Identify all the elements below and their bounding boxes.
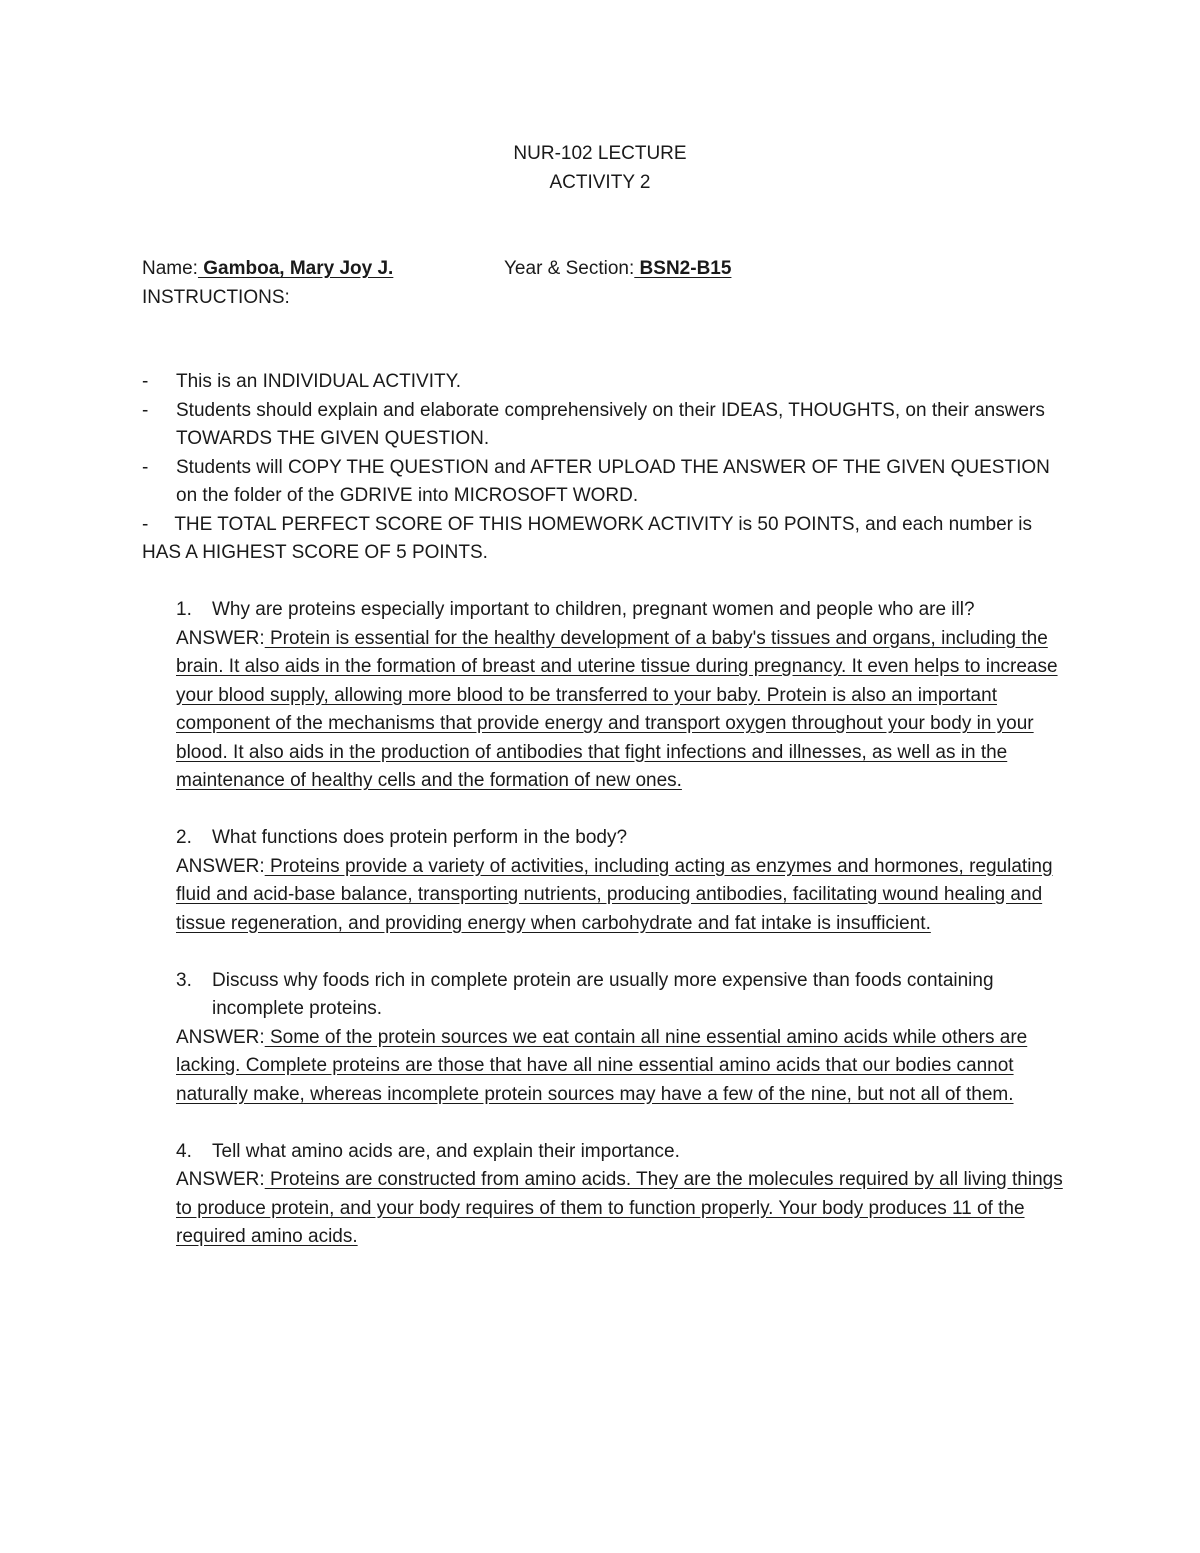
dash-bullet: - — [142, 371, 149, 392]
document-title-block — [0, 140, 1200, 197]
name-field — [142, 255, 393, 284]
question-number: 2. — [176, 827, 192, 848]
instruction-item: - This is an INDIVIDUAL ACTIVITY. — [142, 368, 1062, 397]
activity-title: ACTIVITY 2 — [549, 171, 651, 193]
dash-bullet: - — [142, 399, 149, 421]
answer-paragraph — [176, 1166, 1066, 1252]
question-number: 4. — [176, 1140, 192, 1162]
answer-paragraph — [176, 625, 1066, 796]
student-info — [142, 255, 1102, 312]
section-field — [504, 255, 731, 284]
course-title: NUR-102 LECTURE — [513, 143, 687, 164]
section-label: Year & Section: — [504, 258, 635, 279]
student-info-row — [142, 255, 1102, 284]
name-label: Name: — [142, 258, 198, 279]
question-block — [176, 967, 1066, 1110]
instructions-list — [142, 368, 1062, 568]
instruction-item: - Students should explain and elaborate comprehensively on their IDEAS, THOUGHTS, on their answers TOWARDS THE GIVEN QUESTION. — [142, 397, 1062, 454]
instructions-heading: INSTRUCTIONS: — [142, 286, 290, 308]
question-block — [176, 824, 1066, 938]
question-text: 4. Tell what amino acids are, and explain their importance. — [176, 1138, 1066, 1167]
questions-list — [176, 596, 1066, 1280]
dash-bullet: - — [142, 513, 149, 535]
question-block — [176, 596, 1066, 796]
question-number: 3. — [176, 969, 192, 991]
answer-label: ANSWER: — [176, 1169, 265, 1190]
answer-paragraph — [176, 853, 1066, 939]
answer-paragraph — [176, 1024, 1066, 1110]
answer-label: ANSWER: — [176, 1026, 265, 1048]
dash-bullet: - — [142, 456, 149, 478]
question-text: 2. What functions does protein perform in the body? — [176, 824, 1066, 853]
answer-label: ANSWER: — [176, 855, 265, 877]
instruction-item: - Students will COPY THE QUESTION and AFTER UPLOAD THE ANSWER OF THE GIVEN QUESTION on the folder of the GDRIVE into MICROSOFT WORD. — [142, 454, 1062, 511]
name-value: Gamboa, Mary Joy J. — [197, 258, 394, 279]
question-text: 3. Discuss why foods rich in complete protein are usually more expensive than foods containing incomplete proteins. — [176, 967, 1066, 1024]
question-number: 1. — [176, 599, 192, 620]
answer-text: Proteins provide a variety of activities, including acting as enzymes and hormones, regulating fluid and acid-base balance, transporting nutrients, producing antibodies, facilitating wound healing and tissue regeneration, and providing energy when carbohydrate and fat intake is insufficient. — [176, 855, 1053, 934]
section-value: BSN2-B15 — [634, 258, 732, 279]
answer-label: ANSWER: — [176, 627, 265, 649]
answer-text: Proteins are constructed from amino acids. They are the molecules required by all living things to produce protein, and your body requires of them to function properly. Your body produces 11 of the required amino acids. — [176, 1169, 1063, 1247]
answer-text: Protein is essential for the healthy development of a baby's tissues and organs, including the brain. It also aids in the formation of breast and uterine tissue during pregnancy. It even helps to increase your blood supply, allowing more blood to be transferred to your baby. Protein is also an important component of the mechanisms that provide energy and transport oxygen throughout your body in your blood. It also aids in the production of antibodies that fight infections and illnesses, as well as in the maintenance of healthy cells and the formation of new ones. — [176, 627, 1058, 791]
instruction-item: - THE TOTAL PERFECT SCORE OF THIS HOMEWORK ACTIVITY is 50 POINTS, and each number is HAS A HIGHEST SCORE OF 5 POINTS. — [142, 513, 1033, 563]
question-block — [176, 1138, 1066, 1252]
question-text: 1. Why are proteins especially important to children, pregnant women and people who are ill? — [176, 596, 1066, 625]
answer-text: Some of the protein sources we eat contain all nine essential amino acids while others are lacking. Complete proteins are those that have all nine essential amino acids that our bodies cannot naturally make, whereas incomplete protein sources may have a few of the nine, but not all of them. — [176, 1026, 1028, 1105]
